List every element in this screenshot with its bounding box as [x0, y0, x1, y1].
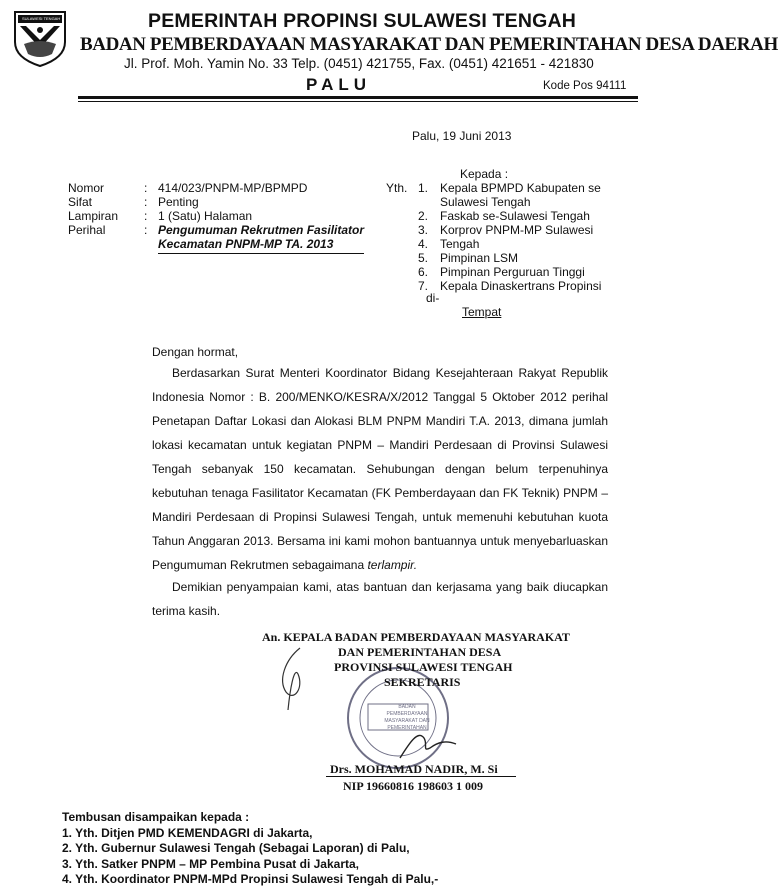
body-paragraph-1 [152, 361, 608, 577]
recipient-item: Faskab se-Sulawesi Tengah [440, 209, 590, 223]
signatory-nip: NIP 19660816 198603 1 009 [343, 779, 484, 793]
tembusan-title: Tembusan disampaikan kepada : [62, 810, 250, 824]
logo-text: SULAWESI TENGAH [22, 16, 61, 21]
recipient-item: Korprov PNPM-MP Sulawesi [440, 223, 594, 237]
tembusan-item: 4. Yth. Koordinator PNPM-MPd Propinsi Sulawesi Tengah di Palu,- [62, 872, 439, 886]
yth-label: Yth. [386, 181, 408, 195]
recipient-item: Kepala Dinaskertrans Propinsi [440, 279, 602, 293]
recipient-number: 1. [418, 181, 429, 195]
letterhead-city: PALU [306, 75, 372, 94]
recipient-number: 4. [418, 237, 429, 251]
signature-line-1: An. KEPALA BADAN PEMBERDAYAAN MASYARAKAT [262, 630, 570, 644]
recipient-item: Kepala BPMPD Kabupaten se [440, 181, 601, 195]
recipient-number: 6. [418, 265, 429, 279]
signatory-name: Drs. MOHAMAD NADIR, M. Si [330, 762, 498, 776]
signature-line-4: SEKRETARIS [384, 675, 461, 689]
lampiran-colon: : [144, 209, 148, 223]
tembusan-item: 3. Yth. Satker PNPM – MP Pembina Pusat di Jakarta, [62, 856, 360, 871]
letter-date: Palu, 19 Juni 2013 [412, 129, 512, 143]
perihal-label: Perihal [68, 223, 106, 237]
letterhead-government-title: PEMERINTAH PROPINSI SULAWESI TENGAH [148, 10, 577, 32]
body-paragraph-2: Demikian penyampaian kami, atas bantuan dan kerjasama yang baik diucapkan terima kasih. [152, 580, 608, 618]
perihal-underline [158, 253, 364, 254]
nomor-value: 414/023/PNPM-MP/BPMPD [158, 181, 308, 195]
recipient-item: Pimpinan LSM [440, 251, 519, 265]
recipient-number: 3. [418, 223, 429, 237]
perihal-colon: : [144, 223, 148, 237]
recipient-number: 5. [418, 251, 429, 265]
letterhead-address: Jl. Prof. Moh. Yamin No. 33 Telp. (0451) 421755, Fax. (0451) 421651 - 421830 [124, 56, 594, 71]
stamp-text: BADAN PEMBERDAYAAN MASYARAKAT DAN PEMERINTAHAN [384, 704, 430, 731]
signatory-name-underline [326, 776, 516, 777]
recipient-item: Sulawesi Tengah [440, 195, 531, 209]
recipient-number: 7. [418, 279, 429, 293]
letterhead-postal-code: Kode Pos 94111 [543, 80, 627, 92]
sifat-label: Sifat [68, 195, 93, 209]
letterhead-agency-title: BADAN PEMBERDAYAAN MASYARAKAT DAN PEMERINTAHAN DESA DAERAH [80, 34, 778, 55]
letterhead-rule-thin [78, 101, 638, 102]
di-label: di- [426, 291, 440, 305]
tembusan-item: 2. Yth. Gubernur Sulawesi Tengah (Sebagai Laporan) di Palu, [62, 841, 410, 855]
kepada-heading: Kepada : [460, 167, 509, 181]
nomor-colon: : [144, 181, 148, 195]
provincial-emblem-logo [10, 8, 70, 68]
nomor-label: Nomor [68, 181, 105, 195]
perihal-value-line1: Pengumuman Rekrutmen Fasilitator [158, 223, 365, 237]
perihal-value-line2: Kecamatan PNPM-MP TA. 2013 [158, 237, 334, 251]
signature-line-3: PROVINSI SULAWESI TENGAH [334, 660, 513, 674]
lampiran-label: Lampiran [68, 209, 119, 223]
lampiran-value: 1 (Satu) Halaman [158, 209, 253, 223]
body-paragraph-1-text: Berdasarkan Surat Menteri Koordinator Bidang Kesejahteraan Rakyat Republik Indonesia Nomor : B. 200/MENKO/KESRA/X/2012 Tanggal 5 Oktober 2012 perihal Penetapan Daftar Lokasi dan Alokasi BLM PNPM Mandiri T.A. 2013, dimana jumlah lokasi kecamatan untuk kegiatan PNPM – Mandiri Perdesaan di Provinsi Sulawesi Tengah sebanyak 150 kecamatan. Sehubungan dengan belum terpenuhinya kebutuhan tenaga Fasilitator Kecamatan (FK Pemberdayaan dan FK Teknik) PNPM – Mandiri Perdesaan di Propinsi Sulawesi Tengah, untuk memenuhi kebutuhan kuota Tahun Anggaran 2013. Bersama ini kami mohon bantuannya untuk menyebarluaskan Pengumuman Rekrutmen sebagaimana [152, 366, 608, 572]
letterhead-rule-thick [78, 96, 638, 99]
sifat-value: Penting [158, 195, 199, 209]
salutation: Dengan hormat, [152, 345, 239, 359]
sifat-colon: : [144, 195, 148, 209]
recipient-number: 2. [418, 209, 429, 223]
recipient-item: Tengah [440, 237, 480, 251]
tembusan-block [62, 810, 438, 888]
tembusan-item: 1. Yth. Ditjen PMD KEMENDAGRI di Jakarta, [62, 825, 313, 840]
letter-body [152, 361, 608, 623]
recipient-item: Pimpinan Perguruan Tinggi [440, 265, 585, 279]
tempat-label: Tempat [462, 305, 502, 319]
body-paragraph-1-italic: terlampir. [367, 558, 418, 572]
signature-line-2: DAN PEMERINTAHAN DESA [338, 645, 502, 659]
